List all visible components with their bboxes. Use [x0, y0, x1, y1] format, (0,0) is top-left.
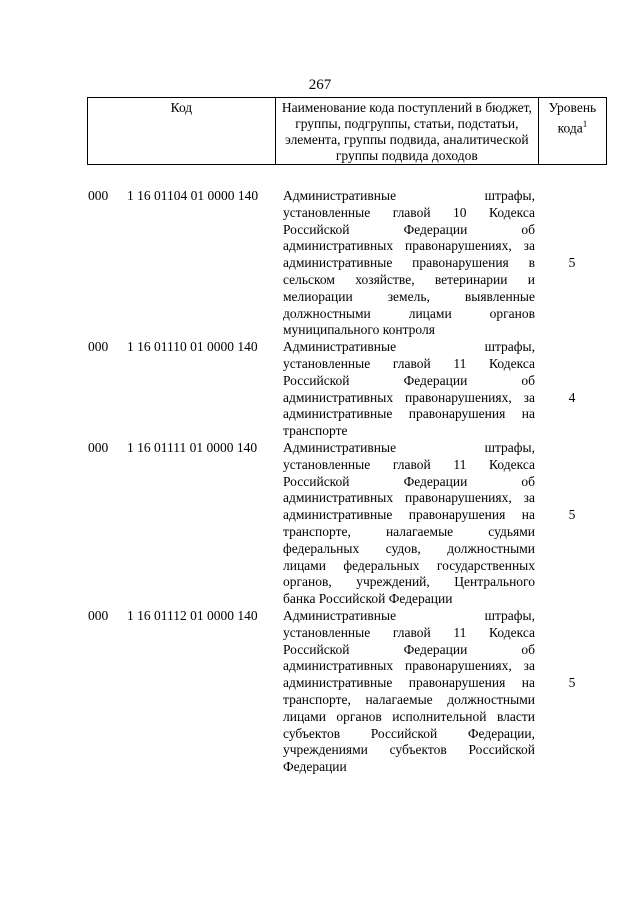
- entry-name-line: административные правонарушения на: [283, 406, 535, 422]
- entry-name-line: транспорте, налагаемые должностными: [283, 691, 535, 707]
- entry-name-line: Российской Федерации об: [283, 641, 535, 657]
- entry-name-line: федеральных судов, должностными: [283, 540, 535, 556]
- entry-name-line: сельском хозяйстве, ветеринарии и: [283, 271, 535, 287]
- entry-name-line: Административные штрафы,: [283, 439, 535, 455]
- entry-name-line: установленные главой 11 Кодекса: [283, 624, 535, 640]
- entry-name-line: субъектов Российской Федерации,: [283, 725, 535, 741]
- entry-name-line: Административные штрафы,: [283, 607, 535, 623]
- entry-name-line: административных правонарушениях, за: [283, 490, 535, 506]
- entry-name-line: лицами федеральных государственных: [283, 557, 535, 573]
- entry-name-line: органов, учреждений, Центрального: [283, 574, 535, 590]
- entry-prefix: 000: [88, 188, 109, 203]
- entry-name: [283, 339, 535, 440]
- entry-name-line: установленные главой 11 Кодекса: [283, 456, 535, 472]
- entry-name-line: мелиорации земель, выявленные: [283, 288, 535, 304]
- entry-name-line: Административные штрафы,: [283, 339, 535, 355]
- header-name: Наименование кода поступлений в бюджет, группы, подгруппы, статьи, подстатьи, элемента, группы подвида, аналитической группы подвида доходов: [275, 98, 538, 165]
- entry-name-line: административные правонарушения на: [283, 507, 535, 523]
- entry-row: [0, 339, 640, 440]
- entry-prefix: 000: [88, 339, 109, 355]
- table-header: [87, 97, 607, 165]
- entry-prefix: 000: [88, 439, 109, 455]
- entry-name-line: установленные главой 11 Кодекса: [283, 355, 535, 371]
- entry-level: 4: [568, 389, 576, 405]
- entry-level: 5: [568, 507, 576, 523]
- entry-name-line: административных правонарушениях, за: [283, 389, 535, 405]
- entry-name-line: Административные штрафы,: [283, 188, 535, 203]
- entries-list: [0, 188, 640, 776]
- page-number: 267: [308, 77, 332, 93]
- header-level: [538, 98, 606, 165]
- entry-name-line: административные правонарушения на: [283, 675, 535, 691]
- entry-name-line: транспорте: [283, 423, 348, 439]
- entry-name: [283, 188, 535, 339]
- entry-name-line: Российской Федерации об: [283, 473, 535, 489]
- entry-code: 1 16 01112 01 0000 140: [127, 607, 258, 623]
- entry-level: 5: [568, 255, 576, 271]
- entry-name-line: административные правонарушения в: [283, 255, 535, 271]
- entry-row: [0, 608, 640, 776]
- entry-name-line: установленные главой 10 Кодекса: [283, 204, 535, 220]
- entry-name-line: лицами органов исполнительной власти: [283, 708, 535, 724]
- entry-name: [283, 608, 535, 776]
- entry-name: [283, 440, 535, 608]
- entry-name-line: учреждениями субъектов Российской: [283, 742, 535, 758]
- entry-name-line: Федерации: [283, 759, 347, 775]
- entry-code: 1 16 01111 01 0000 140: [127, 439, 258, 455]
- entry-row: [0, 188, 640, 339]
- entry-name-line: Российской Федерации об: [283, 372, 535, 388]
- entry-code: 1 16 01104 01 0000 140: [127, 188, 259, 203]
- entry-name-line: Российской Федерации об: [283, 221, 535, 237]
- entry-name-line: административных правонарушениях, за: [283, 658, 535, 674]
- entry-name-line: административных правонарушениях, за: [283, 238, 535, 254]
- header-level-footnote: 1: [582, 119, 588, 129]
- entry-name-line: транспорте, налагаемые судьями: [283, 523, 535, 539]
- entry-code: 1 16 01110 01 0000 140: [127, 339, 258, 355]
- entry-level: 5: [568, 675, 576, 691]
- header-level-label: Уровень кода: [548, 100, 597, 136]
- entry-name-line: должностными лицами органов: [283, 305, 535, 321]
- entry-name-line: муниципального контроля: [283, 322, 435, 338]
- entry-name-line: банка Российской Федерации: [283, 591, 453, 607]
- entry-row: [0, 440, 640, 608]
- header-code: Код: [88, 98, 276, 165]
- entry-prefix: 000: [88, 607, 109, 623]
